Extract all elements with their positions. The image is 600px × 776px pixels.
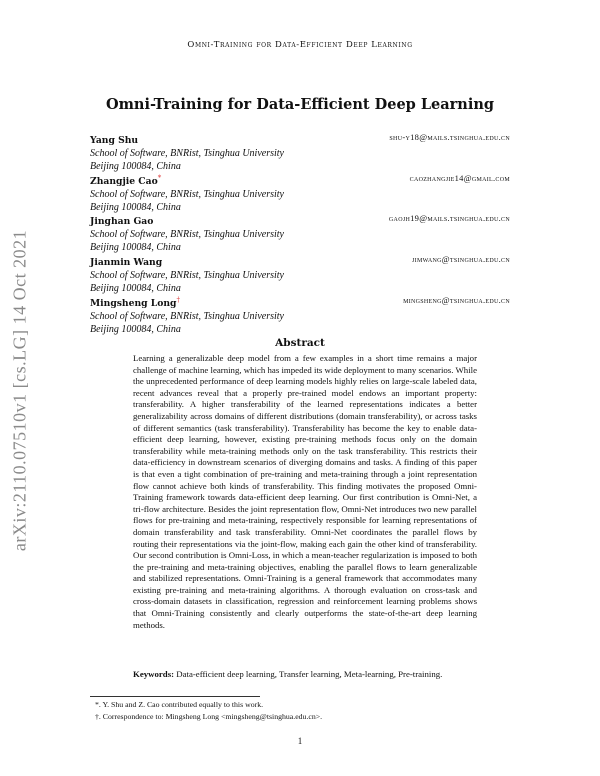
author-email[interactable]: caozhangjie14@gmail.com: [409, 173, 510, 183]
page-number: 1: [297, 736, 303, 746]
keywords-label: Keywords:: [133, 669, 175, 679]
author-name: Jianmin Wang: [90, 257, 163, 269]
author-location: Beijing 100084, China: [90, 242, 181, 254]
author-block: [90, 253, 510, 295]
author-block: [90, 131, 510, 173]
author-name: Yang Shu: [90, 135, 139, 147]
keywords: [133, 669, 477, 679]
paper-title: Omni-Training for Data-Efficient Deep Learning: [105, 96, 495, 113]
author-mark: †: [176, 296, 180, 304]
author-email[interactable]: shu-y18@mails.tsinghua.edu.cn: [389, 132, 510, 142]
author-email[interactable]: jimwang@tsinghua.edu.cn: [412, 254, 510, 264]
footnote-divider: [90, 696, 260, 697]
arxiv-stamp[interactable]: arXiv:2110.07510v1 [cs.LG] 14 Oct 2021: [9, 229, 30, 552]
author-block: [90, 172, 510, 214]
author-location: Beijing 100084, China: [90, 324, 181, 336]
author-affiliation: School of Software, BNRist, Tsinghua University: [90, 148, 284, 160]
author-email[interactable]: mingsheng@tsinghua.edu.cn: [403, 295, 510, 305]
author-affiliation: School of Software, BNRist, Tsinghua University: [90, 270, 284, 282]
author-name: Jinghan Gao: [90, 216, 154, 228]
author-name: Mingsheng Long: [90, 298, 177, 310]
author-email[interactable]: gaojh19@mails.tsinghua.edu.cn: [388, 213, 510, 223]
author-mark: *: [157, 174, 162, 182]
author-location: Beijing 100084, China: [90, 283, 181, 295]
author-block: [90, 212, 510, 254]
author-affiliation: School of Software, BNRist, Tsinghua University: [90, 189, 284, 201]
running-head: Omni-Training for Data-Efficient Deep Learning: [187, 40, 413, 50]
author-affiliation: School of Software, BNRist, Tsinghua University: [90, 229, 284, 241]
abstract-body: Learning a generalizable deep model from a few examples in a short time remains a major challenge of machine learning, which has impeded its wide deployment to many scenarios. While the unprecedented performance of deep learning models highly relies on large-scale labeled data, recent advances reveal that a properly pre-trained model endows an important property: transferability. A higher transferability of the learned representations indicates a better generalizability across domains of different distributions (domain transferability), or across tasks of different semantics (task transferability). Transferability has become the key to enable data-efficient deep learning, however, existing pre-training methods focus only on the domain transferability while meta-training methods only on the task transferability. This restricts their data-efficiency in downstream scenarios of diverging domains and tasks. A finding of this paper is that even a tight combination of pre-training and meta-training through a joint representation flow cannot achieve both kinds of transferability. This finding motivates the proposed Omni-Training framework towards data-efficient deep learning. Our first contribution is Omni-Net, a tri-flow architecture. Besides the joint representation flow, Omni-Net introduces two new parallel flows for pre-training and meta-training, respectively responsible for learning representations of domain transferability and task transferability. Omni-Net coordinates the parallel flows by routing their representations via the joint-flow, making each gain the other kind of transferability. Our second contribution is Omni-Loss, in which a mean-teacher regularization is imposed to both the pre-training and meta-training objectives, enabling the parallel flows to learn generalizable and stabilized representations. Omni-Training is a general framework that accommodates many existing pre-training and meta-training algorithms. A thorough evaluation on cross-task and cross-domain datasets in classification, regression and reinforcement learning problems shows that Omni-Training consistently and clearly outperforms the state-of-the-art deep learning methods.: [133, 353, 477, 630]
author-location: Beijing 100084, China: [90, 161, 181, 173]
footnote: *. Y. Shu and Z. Cao contributed equally to this work.: [95, 700, 264, 709]
author-name: Zhangjie Cao: [90, 176, 158, 188]
author-location: Beijing 100084, China: [90, 202, 181, 214]
author-block: [90, 294, 510, 336]
keywords-text: Data-efficient deep learning, Transfer learning, Meta-learning, Pre-training.: [176, 669, 443, 679]
author-affiliation: School of Software, BNRist, Tsinghua University: [90, 311, 284, 323]
footnote: †. Correspondence to: Mingsheng Long <mingsheng@tsinghua.edu.cn>.: [95, 712, 323, 721]
abstract-heading: Abstract: [275, 337, 325, 349]
